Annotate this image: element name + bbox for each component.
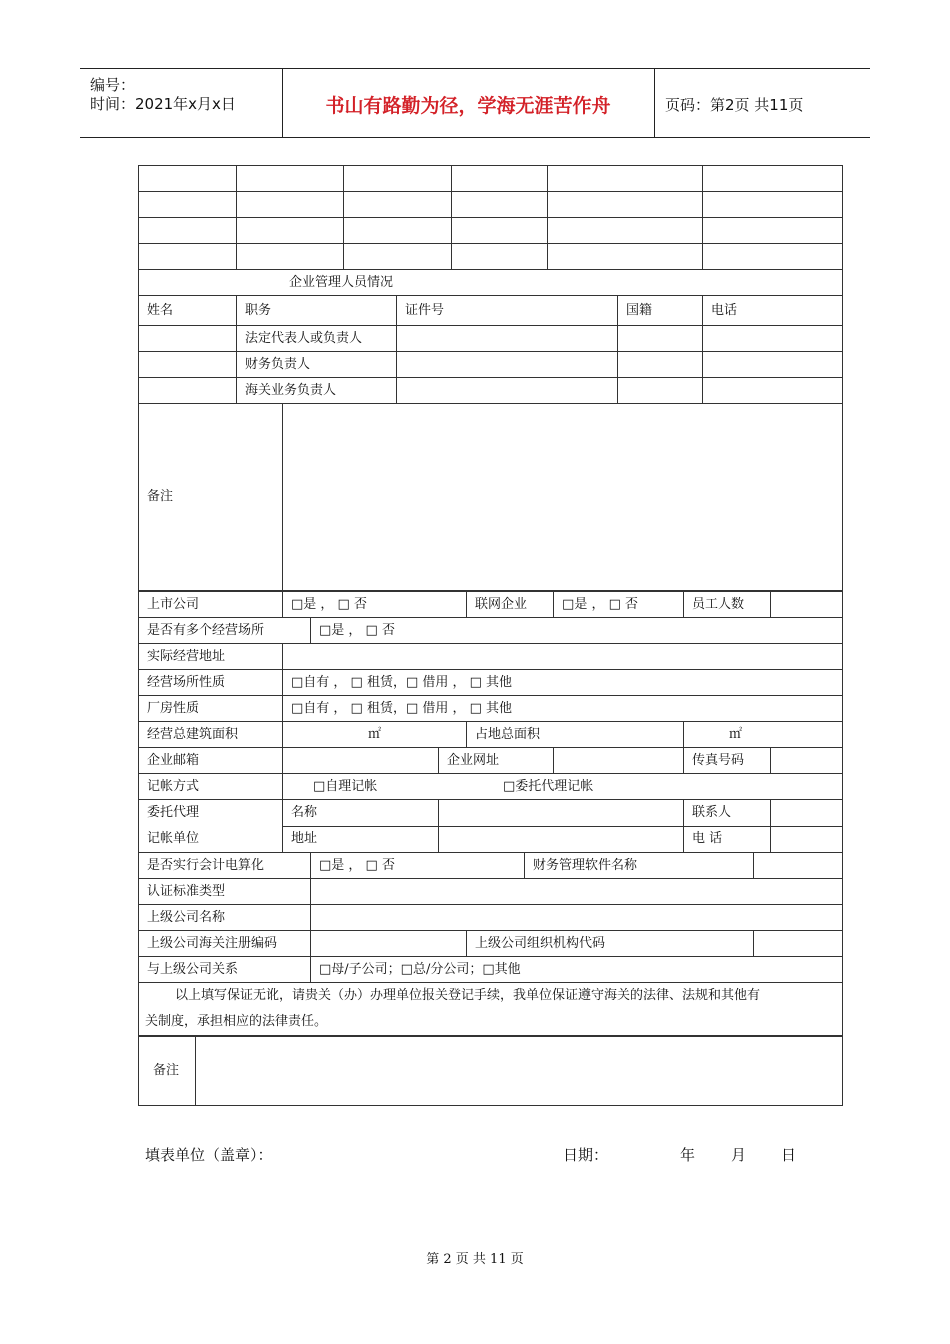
agent-name-label: 名称: [283, 800, 439, 827]
bookkeeping-agent-option[interactable]: □委托代理记帐: [503, 778, 594, 794]
multi-site-label: 是否有多个经营场所: [139, 618, 311, 644]
info-table-bottom: [138, 591, 843, 1036]
land-area-unit[interactable]: ㎡: [684, 722, 843, 748]
multi-site-options[interactable]: □是 ， □ 否: [311, 618, 843, 644]
section-title: 企业管理人员情况: [139, 270, 843, 296]
networked-options[interactable]: □是 ， □ 否: [554, 592, 684, 618]
staff-header-role: 职务: [237, 296, 397, 326]
software-field[interactable]: [754, 853, 843, 879]
remarks-label: 备注: [139, 404, 283, 591]
agent-address-label: 地址: [283, 826, 439, 853]
agent-address-field[interactable]: [439, 826, 684, 853]
remarks-table: [138, 1036, 843, 1106]
fax-label: 传真号码: [684, 748, 771, 774]
staff-header-id: 证件号: [397, 296, 618, 326]
listed-company-label: 上市公司: [139, 592, 283, 618]
date-label: 日期：: [563, 1146, 609, 1164]
floor-area-label: 经营总建筑面积: [139, 722, 283, 748]
date-year-label: 年: [680, 1146, 696, 1164]
remarks2-label: 备注: [139, 1037, 196, 1106]
blank-row: [139, 192, 843, 218]
plant-nature-options[interactable]: □自有 ， □ 租赁，□ 借用 ， □ 其他: [283, 696, 843, 722]
staff-count-field[interactable]: [771, 592, 843, 618]
header-motto: 书山有路勤为径，学海无涯苦作舟: [325, 95, 611, 117]
blank-row: [139, 166, 843, 192]
parent-org-code-field[interactable]: [754, 931, 843, 957]
agent-phone-field[interactable]: [771, 826, 843, 853]
address-label: 实际经营地址: [139, 644, 283, 670]
staff-role: 财务负责人: [237, 352, 397, 378]
remarks2-field[interactable]: [196, 1037, 843, 1106]
website-label: 企业网址: [439, 748, 554, 774]
info-table-top: [138, 165, 843, 591]
parent-customs-label: 上级公司海关注册编码: [139, 931, 311, 957]
agent-phone-label: 电 话: [684, 826, 771, 853]
floor-area-unit[interactable]: ㎡: [283, 722, 467, 748]
parent-name-field[interactable]: [311, 905, 843, 931]
parent-customs-field[interactable]: [311, 931, 467, 957]
bookkeeping-label: 记帐方式: [139, 774, 283, 800]
land-area-label: 占地总面积: [467, 722, 684, 748]
page-number: 第 2 页 共 11 页: [426, 1252, 524, 1267]
staff-count-label: 员工人数: [684, 592, 771, 618]
fill-unit-label: 填表单位（盖章）：: [145, 1146, 273, 1164]
blank-row: [139, 218, 843, 244]
declaration-text: 以上填写保证无讹，请贵关（办）办理单位报关登记手续，我单位保证遵守海关的法律、法规和其他有 关制度，承担相应的法律责任。: [139, 983, 843, 1036]
site-nature-options[interactable]: □自有 ， □ 租赁，□ 借用 ， □ 其他: [283, 670, 843, 696]
agent-label: 委托代理 记帐单位: [139, 800, 283, 853]
agent-name-field[interactable]: [439, 800, 684, 827]
serial-label: 编号：: [90, 76, 136, 94]
agent-contact-label: 联系人: [684, 800, 771, 827]
date-day-label: 日: [781, 1146, 797, 1164]
fax-field[interactable]: [771, 748, 843, 774]
agent-contact-field[interactable]: [771, 800, 843, 827]
email-label: 企业邮箱: [139, 748, 283, 774]
parent-name-label: 上级公司名称: [139, 905, 311, 931]
staff-role: 海关业务负责人: [237, 378, 397, 404]
time-label: 时间：2021年x月x日: [90, 95, 236, 113]
parent-org-code-label: 上级公司组织机构代码: [467, 931, 754, 957]
software-label: 财务管理软件名称: [525, 853, 754, 879]
cert-type-label: 认证标准类型: [139, 879, 311, 905]
computerized-label: 是否实行会计电算化: [139, 853, 311, 879]
cert-type-field[interactable]: [311, 879, 843, 905]
email-field[interactable]: [283, 748, 439, 774]
parent-relation-label: 与上级公司关系: [139, 957, 311, 983]
bookkeeping-self-option[interactable]: □自理记帐: [313, 778, 378, 794]
computerized-options[interactable]: □是 ， □ 否: [311, 853, 525, 879]
blank-row: [139, 244, 843, 270]
page-header: [80, 68, 870, 138]
staff-header-nationality: 国籍: [618, 296, 703, 326]
address-field[interactable]: [283, 644, 843, 670]
staff-header-name: 姓名: [139, 296, 237, 326]
header-divider: [654, 69, 655, 137]
header-page-label: 页码：第2页 共11页: [665, 96, 804, 114]
networked-label: 联网企业: [467, 592, 554, 618]
parent-relation-options[interactable]: □母/子公司；□总/分公司；□其他: [311, 957, 843, 983]
site-nature-label: 经营场所性质: [139, 670, 283, 696]
staff-role: 法定代表人或负责人: [237, 326, 397, 352]
website-field[interactable]: [554, 748, 684, 774]
staff-header-phone: 电话: [703, 296, 843, 326]
date-month-label: 月: [731, 1146, 747, 1164]
listed-company-options[interactable]: □是 ， □ 否: [283, 592, 467, 618]
plant-nature-label: 厂房性质: [139, 696, 283, 722]
remarks-field[interactable]: [283, 404, 843, 591]
